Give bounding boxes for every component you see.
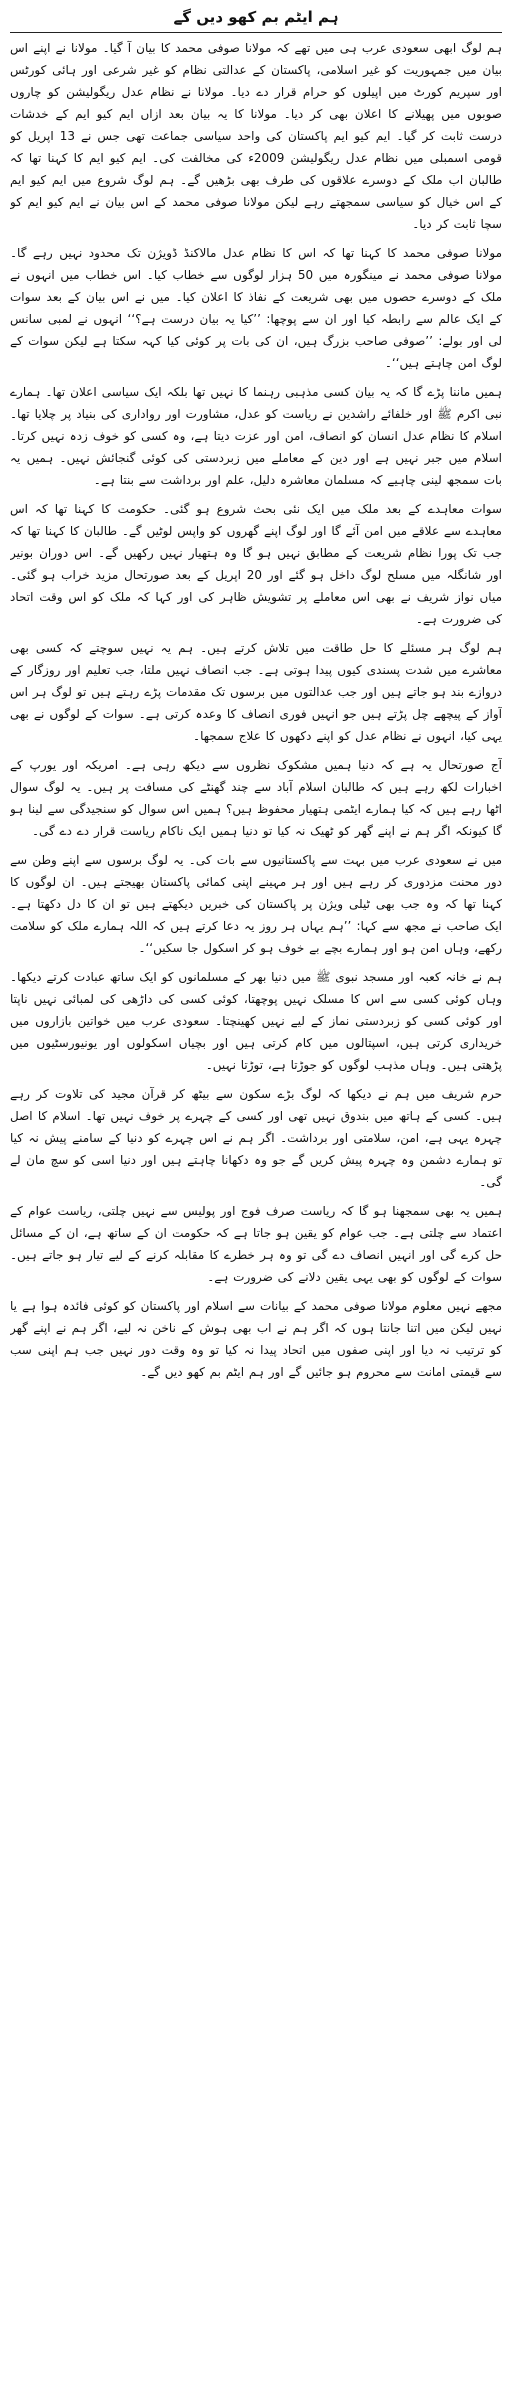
article-paragraph: حرم شریف میں ہم نے دیکھا کہ لوگ بڑے سکون سے بیٹھ کر قرآن مجید کی تلاوت کر رہے ہیں۔ کسی کے ہاتھ میں بندوق نہیں تھی اور کسی کے چہرے پر خوف نہیں تھا۔ اسلام کا اصل چہرہ یہی ہے، امن، سلامتی اور برداشت۔ اگر ہم نے اس چہرے کو دنیا کے سامنے پیش نہ کیا تو ہمارے دشمن وہ چہرہ پیش کریں گے جو وہ دکھانا چاہتے ہیں اور دنیا اسی کو سچ مان لے گی۔: [10, 1087, 502, 1189]
article-paragraph: ہمیں ماننا پڑے گا کہ یہ بیان کسی مذہبی رہنما کا نہیں تھا بلکہ ایک سیاسی اعلان تھا۔ ہمارے نبی اکرم ﷺ اور خلفائے راشدین نے ریاست کو عدل، مشاورت اور رواداری کی بنیاد پر چلایا تھا۔ اسلام کا نظام عدل انسان کو انصاف، امن اور عزت دیتا ہے، وہ کسی کو خوف زدہ نہیں کرتا۔ اسلام میں جبر نہیں ہے اور دین کے معاملے میں زبردستی کی کوئی گنجائش نہیں۔ ہمیں یہ بات سمجھ لینی چاہیے کہ مسلمان معاشرہ دلیل، علم اور برداشت سے بنتا ہے۔: [10, 385, 502, 487]
article-paragraph: مولانا صوفی محمد کا کہنا تھا کہ اس کا نظام عدل مالاکنڈ ڈویژن تک محدود نہیں رہے گا۔ مولانا صوفی محمد نے مینگورہ میں 50 ہزار لوگوں سے خطاب کیا۔ اس خطاب میں انہوں نے ملک کے دوسرے حصوں میں بھی شریعت کے نفاذ کا اعلان کیا۔ میں نے اس بیان کے بعد سوات کے ایک عالم سے رابطہ کیا اور ان سے پوچھا: ’’کیا یہ بیان درست ہے؟‘‘ انہوں نے لمبی سانس لی اور بولے: ’’صوفی صاحب بزرگ ہیں، ان کی بات پر کوئی کیا کہہ سکتا ہے لیکن سوات کے لوگ امن چاہتے ہیں‘‘۔: [10, 246, 502, 370]
article-paragraph: ہم لوگ ابھی سعودی عرب ہی میں تھے کہ مولانا صوفی محمد کا بیان آ گیا۔ مولانا نے اپنے اس بیان میں جمہوریت کو غیر اسلامی، پاکستان کے عدالتی نظام کو غیر شرعی اور ہائی کورٹس اور سپریم کورٹ میں اپیلوں کو حرام قرار دے دیا۔ مولانا نے نظام عدل ریگولیشن کو چاروں صوبوں میں پھیلانے کا اعلان بھی کر دیا۔ مولانا کا یہ بیان بعد ازاں ایم کیو ایم کے خدشات درست ثابت کر گیا۔ ایم کیو ایم پاکستان کی واحد سیاسی جماعت تھی جس نے 13 اپریل کو قومی اسمبلی میں نظام عدل ریگولیشن 2009ء کی مخالفت کی۔ ایم کیو ایم کا کہنا تھا کہ طالبان اب ملک کے دوسرے علاقوں کی طرف بھی بڑھیں گے۔ ہم لوگ شروع میں ایم کیو ایم کے اس خیال کو سیاسی سمجھتے رہے لیکن مولانا صوفی محمد کے اس بیان نے ایم کیو ایم کو سچا ثابت کر دیا۔: [10, 41, 502, 231]
article-paragraph: ہمیں یہ بھی سمجھنا ہو گا کہ ریاست صرف فوج اور پولیس سے نہیں چلتی، ریاست عوام کے اعتماد سے چلتی ہے۔ جب عوام کو یقین ہو جاتا ہے کہ حکومت ان کے ساتھ ہے، ان کے مسائل حل کرے گی اور انہیں انصاف دے گی تو وہ ہر خطرے کا مقابلہ کرنے کے لیے تیار ہو جاتے ہیں۔ سوات کے لوگوں کو بھی یہی یقین دلانے کی ضرورت ہے۔: [10, 1204, 502, 1284]
headline-divider: [10, 32, 502, 33]
article-paragraph: مجھے نہیں معلوم مولانا صوفی محمد کے بیانات سے اسلام اور پاکستان کو کوئی فائدہ ہوا ہے یا نہیں لیکن میں اتنا جانتا ہوں کہ اگر ہم نے اب بھی ہوش کے ناخن نہ لیے، اگر ہم نے اپنے گھر کو ترتیب نہ دیا اور اپنی صفوں میں اتحاد پیدا نہ کیا تو وہ وقت دور نہیں جب ہم اپنی سب سے قیمتی امانت سے محروم ہو جائیں گے اور ہم ایٹم بم کھو دیں گے۔: [10, 1299, 502, 1379]
article-paragraph: سوات معاہدے کے بعد ملک میں ایک نئی بحث شروع ہو گئی۔ حکومت کا کہنا تھا کہ اس معاہدے سے علاقے میں امن آئے گا اور لوگ اپنے گھروں کو واپس لوٹیں گے۔ طالبان کا کہنا تھا کہ جب تک پورا نظام شریعت کے مطابق نہیں ہو گا وہ ہتھیار نہیں رکھیں گے۔ اس دوران بونیر اور شانگلہ میں مسلح لوگ داخل ہو گئے اور 20 اپریل کے بعد صورتحال مزید خراب ہو گئی۔ میاں نواز شریف نے بھی اس معاملے پر تشویش ظاہر کی اور کہا کہ ملک کو اس وقت اتحاد کی ضرورت ہے۔: [10, 502, 502, 626]
article-body: [10, 37, 502, 2381]
article-headline: ہم ایٹم بم کھو دیں گے: [173, 8, 339, 26]
article-paragraph: میں نے سعودی عرب میں بہت سے پاکستانیوں سے بات کی۔ یہ لوگ برسوں سے اپنے وطن سے دور محنت مزدوری کر رہے ہیں اور ہر مہینے اپنی کمائی پاکستان بھیجتے ہیں۔ ان لوگوں کا کہنا تھا کہ وہ جب بھی ٹیلی ویژن پر پاکستان کی خبریں دیکھتے ہیں تو ان کا دل دکھتا ہے۔ ایک صاحب نے مجھ سے کہا: ’’ہم یہاں ہر روز یہ دعا کرتے ہیں کہ اللہ ہمارے ملک کو سلامت رکھے، وہاں امن ہو اور ہمارے بچے بے خوف ہو کر اسکول جا سکیں‘‘۔: [10, 853, 502, 955]
article-paragraph: ہم نے خانہ کعبہ اور مسجد نبوی ﷺ میں دنیا بھر کے مسلمانوں کو ایک ساتھ عبادت کرتے دیکھا۔ وہاں کوئی کسی سے اس کا مسلک نہیں پوچھتا، کوئی کسی کی داڑھی کی لمبائی نہیں ناپتا اور کوئی کسی کو زبردستی نماز کے لیے نہیں کھینچتا۔ سعودی عرب میں خواتین بازاروں میں خریداری کرتی ہیں، اسپتالوں میں کام کرتی ہیں اور بچیاں اسکولوں اور یونیورسٹیوں میں پڑھتی ہیں۔ وہاں مذہب لوگوں کو جوڑتا ہے، توڑتا نہیں۔: [10, 970, 502, 1072]
article-paragraph: ہم لوگ ہر مسئلے کا حل طاقت میں تلاش کرتے ہیں۔ ہم یہ نہیں سوچتے کہ کسی بھی معاشرے میں شدت پسندی کیوں پیدا ہوتی ہے۔ جب انصاف نہیں ملتا، جب تعلیم اور روزگار کے دروازے بند ہو جاتے ہیں اور جب عدالتوں میں برسوں تک مقدمات پڑے رہتے ہیں تو لوگ ہر اس آواز کے پیچھے چل پڑتے ہیں جو انہیں فوری انصاف کا وعدہ کرتی ہے۔ سوات کے لوگوں نے بھی یہی کیا، انہوں نے نظام عدل کو اپنے دکھوں کا علاج سمجھا۔: [10, 641, 502, 743]
article-paragraph: آج صورتحال یہ ہے کہ دنیا ہمیں مشکوک نظروں سے دیکھ رہی ہے۔ امریکہ اور یورپ کے اخبارات لکھ رہے ہیں کہ طالبان اسلام آباد سے چند گھنٹے کی مسافت پر ہیں۔ یہ لوگ سوال اٹھا رہے ہیں کہ کیا ہمارے ایٹمی ہتھیار محفوظ ہیں؟ ہمیں اس سوال کو سنجیدگی سے لینا ہو گا کیونکہ اگر ہم نے اپنے گھر کو ٹھیک نہ کیا تو دنیا ہمیں ایک ناکام ریاست قرار دے دے گی۔: [10, 758, 502, 838]
